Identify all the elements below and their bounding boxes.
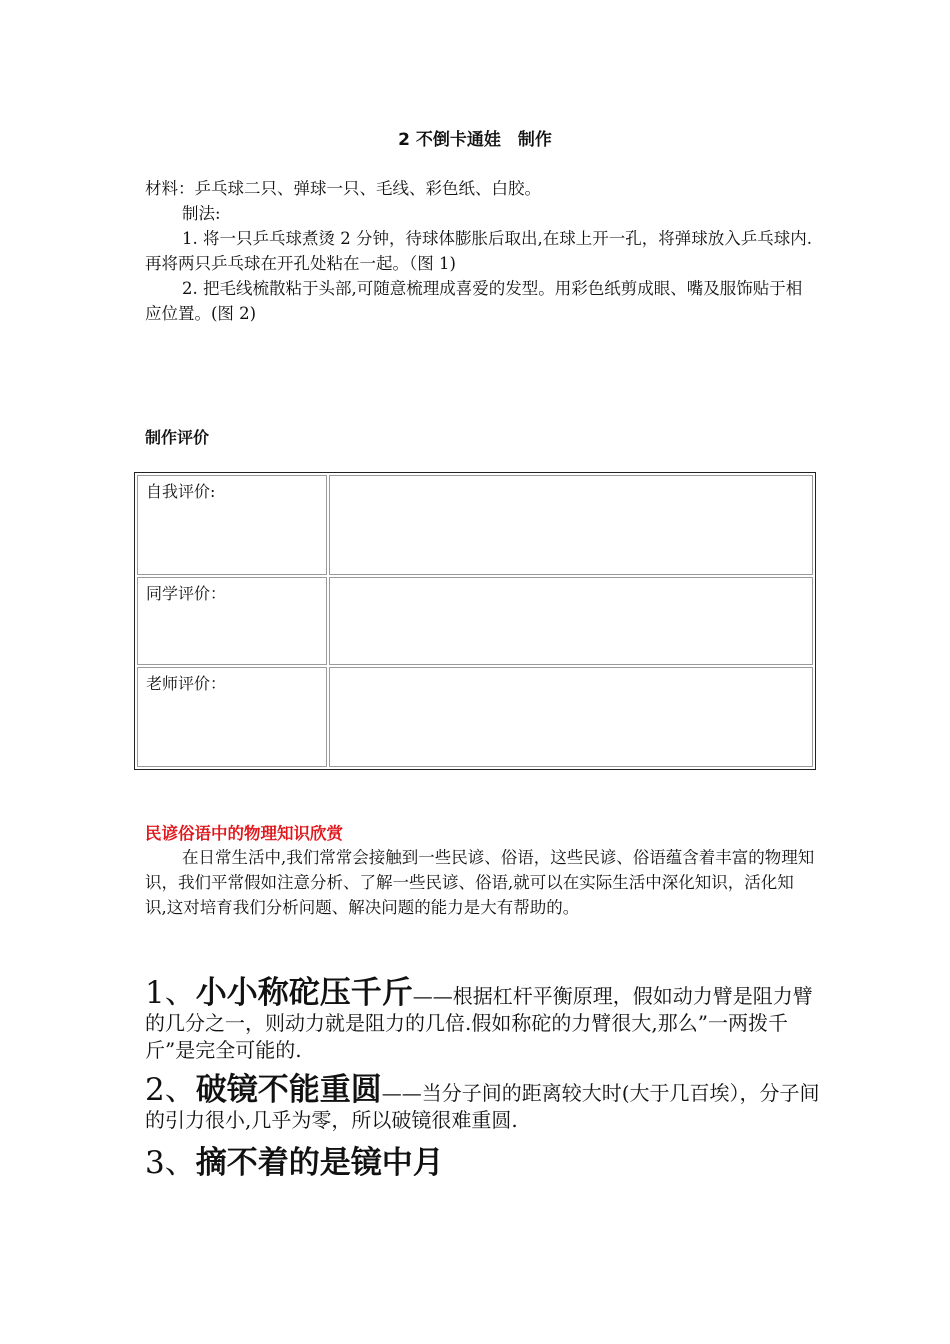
saying-1-title: 小小称砣压千斤	[195, 975, 413, 1011]
saying-3	[145, 1145, 825, 1181]
saying-1-explanation: ——根据杠杆平衡原理，假如动力臂是阻力臂的几分之一，则动力就是阻力的几倍.假如称砣的力臂很大,那么”一两拨千斤”是完全可能的.	[145, 984, 813, 1062]
classmate-evaluation-cell[interactable]	[329, 577, 813, 665]
saying-3-number: 3、	[145, 1145, 196, 1181]
evaluation-row-teacher	[137, 667, 813, 767]
classmate-evaluation-label: 同学评价：	[137, 577, 327, 665]
evaluation-heading: 制作评价	[145, 428, 210, 447]
saying-2	[145, 1072, 825, 1134]
physics-intro-text: 在日常生活中,我们常常会接触到一些民谚、俗语，这些民谚、俗语蕴含着丰富的物理知识，我们平常假如注意分析、了解一些民谚、俗语,就可以在实际生活中深化知识，活化知识,这对培育我们分析问题、解决问题的能力是大有帮助的。	[145, 848, 815, 917]
self-evaluation-label: 自我评价:	[137, 475, 327, 575]
instructions	[145, 176, 815, 326]
saying-2-explanation: ——当分子间的距离较大时(大于几百埃），分子间的引力很小,几乎为零，所以破镜很难重圆.	[145, 1081, 820, 1132]
self-evaluation-cell[interactable]	[329, 475, 813, 575]
saying-2-title: 破镜不能重圆	[195, 1072, 382, 1108]
saying-1-number: 1、	[145, 975, 196, 1011]
saying-2-number: 2、	[145, 1072, 196, 1108]
materials-line: 材料：乒乓球二只、弹球一只、毛线、彩色纸、白胶。	[145, 179, 541, 198]
step-1: 1. 将一只乒乓球煮烫 2 分钟，待球体膨胀后取出,在球上开一孔，将弹球放入乒乓球内.再将两只乒乓球在开孔处粘在一起。（图 1)	[145, 229, 812, 273]
saying-1	[145, 975, 825, 1064]
step-2: 2. 把毛线梳散粘于头部,可随意梳理成喜爱的发型。用彩色纸剪成眼、嘴及服饰贴于相应位置。(图 2)	[145, 279, 803, 323]
teacher-evaluation-label: 老师评价：	[137, 667, 327, 767]
evaluation-row-self	[137, 475, 813, 575]
method-label: 制法:	[182, 204, 221, 223]
saying-3-title: 摘不着的是镜中月	[195, 1145, 444, 1181]
physics-intro	[145, 845, 815, 920]
evaluation-table	[134, 472, 816, 770]
physics-heading: 民谚俗语中的物理知识欣赏	[145, 824, 343, 843]
page-title: 2 不倒卡通娃 制作	[398, 130, 552, 150]
evaluation-row-classmate	[137, 577, 813, 665]
teacher-evaluation-cell[interactable]	[329, 667, 813, 767]
